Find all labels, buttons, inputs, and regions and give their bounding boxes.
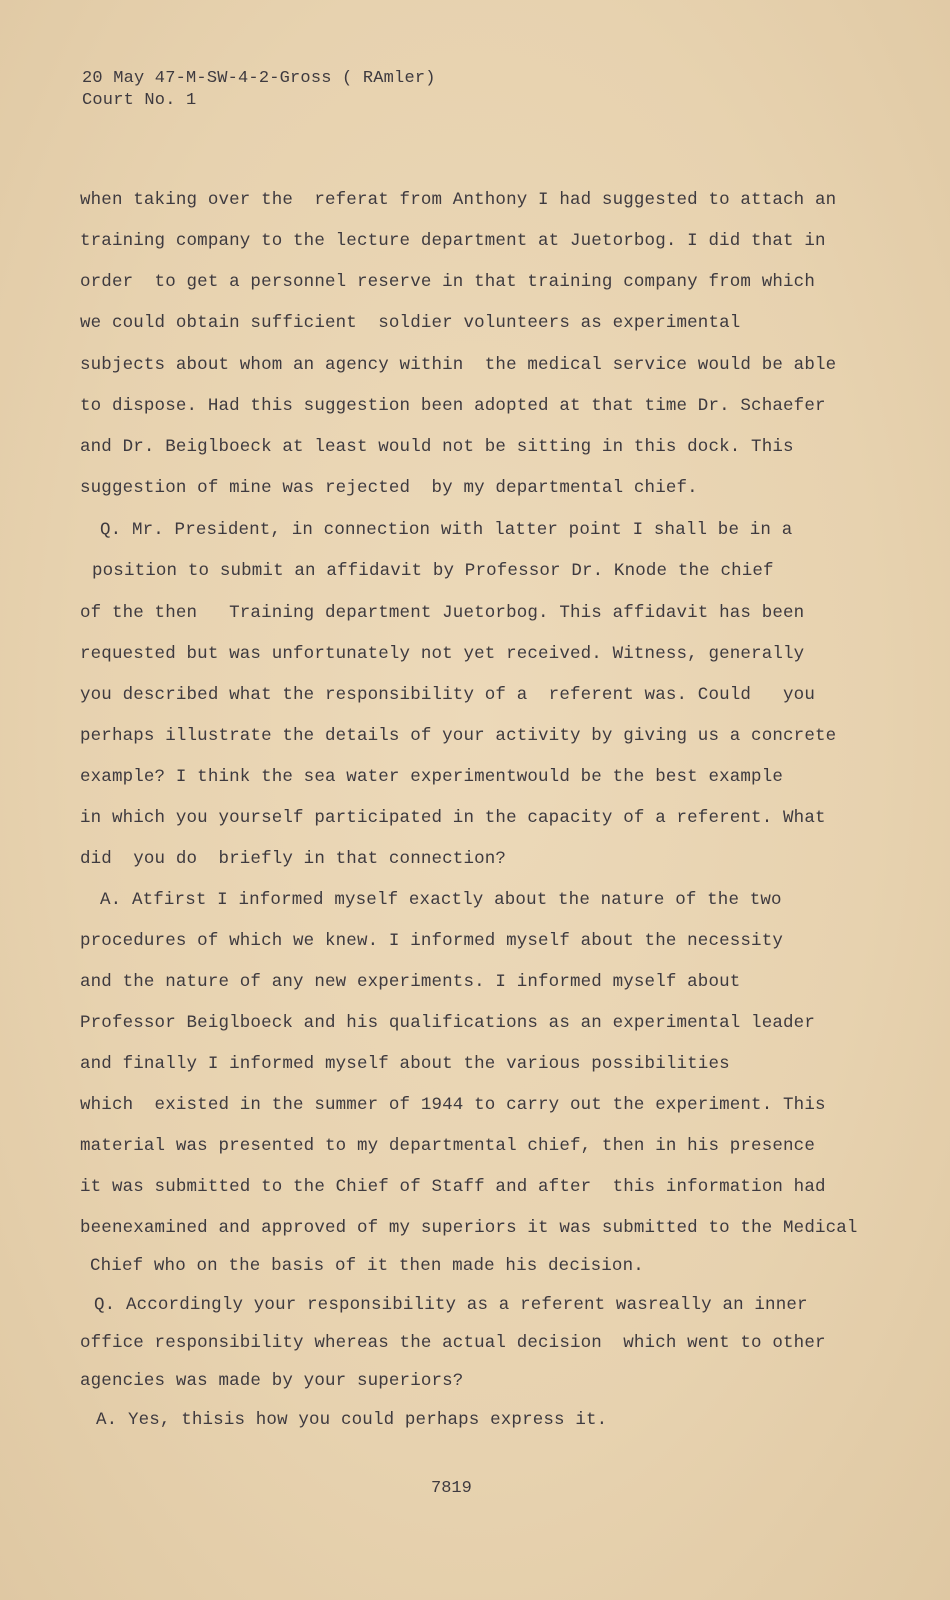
- text-line: beenexamined and approved of my superiors it was submitted to the Medical: [80, 1218, 858, 1238]
- page-number: 7819: [431, 1479, 472, 1498]
- text-line: perhaps illustrate the details of your activity by giving us a concrete: [80, 726, 837, 746]
- text-line: did you do briefly in that connection?: [80, 849, 507, 869]
- header-reference: 20 May 47-M-SW-4-2-Gross ( RAmler): [82, 69, 436, 88]
- text-line: you described what the responsibility of a referent was. Could you: [80, 685, 815, 705]
- text-line: position to submit an affidavit by Professor Dr. Knode the chief: [92, 561, 774, 581]
- text-line: which existed in the summer of 1944 to carry out the experiment. This: [80, 1095, 826, 1115]
- text-line: and the nature of any new experiments. I informed myself about: [80, 972, 741, 992]
- text-line: when taking over the referat from Anthony I had suggested to attach an: [80, 190, 837, 210]
- text-line: and finally I informed myself about the various possibilities: [80, 1054, 730, 1074]
- text-line: Chief who on the basis of it then made his decision.: [90, 1256, 644, 1276]
- question-line: Q. Accordingly your responsibility as a referent wasreally an inner: [94, 1295, 808, 1315]
- answer-line: A. Yes, thisis how you could perhaps express it.: [96, 1410, 608, 1430]
- header-court: Court No. 1: [82, 91, 197, 110]
- text-line: in which you yourself participated in the capacity of a referent. What: [80, 808, 826, 828]
- text-line: order to get a personnel reserve in that training company from which: [80, 272, 815, 292]
- question-line: Q. Mr. President, in connection with latter point I shall be in a: [100, 520, 793, 540]
- text-line: requested but was unfortunately not yet received. Witness, generally: [80, 644, 805, 664]
- text-line: procedures of which we knew. I informed myself about the necessity: [80, 931, 784, 951]
- text-line: agencies was made by your superiors?: [80, 1371, 464, 1391]
- text-line: and Dr. Beiglboeck at least would not be sitting in this dock. This: [80, 437, 794, 457]
- text-line: example? I think the sea water experimentwould be the best example: [80, 767, 784, 787]
- text-line: Professor Beiglboeck and his qualifications as an experimental leader: [80, 1013, 815, 1033]
- text-line: it was submitted to the Chief of Staff and after this information had: [80, 1177, 826, 1197]
- answer-line: A. Atfirst I informed myself exactly about the nature of the two: [100, 890, 782, 910]
- document-header: [82, 68, 436, 112]
- text-line: material was presented to my departmental chief, then in his presence: [80, 1136, 815, 1156]
- text-line: office responsibility whereas the actual decision which went to other: [80, 1333, 826, 1353]
- text-line: to dispose. Had this suggestion been adopted at that time Dr. Schaefer: [80, 396, 826, 416]
- text-line: of the then Training department Juetorbog. This affidavit has been: [80, 603, 805, 623]
- text-line: suggestion of mine was rejected by my departmental chief.: [80, 478, 698, 498]
- text-line: subjects about whom an agency within the medical service would be able: [80, 355, 837, 375]
- text-line: training company to the lecture department at Juetorbog. I did that in: [80, 231, 826, 251]
- text-line: we could obtain sufficient soldier volunteers as experimental: [80, 313, 741, 333]
